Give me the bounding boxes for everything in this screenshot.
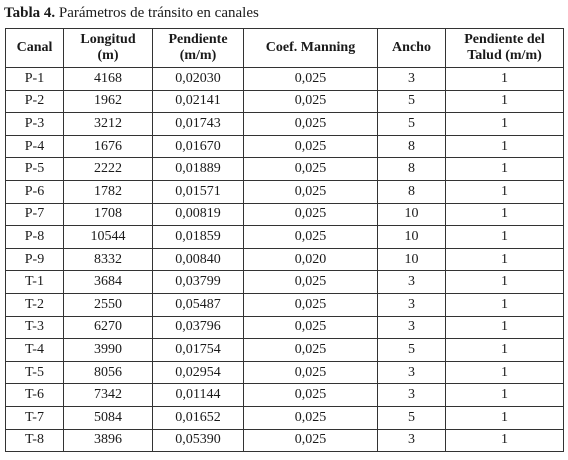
cell-longitud: 2222 — [64, 158, 153, 181]
cell-longitud: 8056 — [64, 361, 153, 384]
cell-canal: P-7 — [6, 203, 64, 226]
table-row — [6, 90, 564, 113]
cell-pendiente: 0,02954 — [153, 361, 244, 384]
cell-talud: 1 — [446, 180, 564, 203]
cell-talud: 1 — [446, 271, 564, 294]
cell-ancho: 3 — [378, 429, 446, 452]
cell-canal: T-5 — [6, 361, 64, 384]
header-manning-label: Coef. Manning — [265, 40, 356, 55]
cell-manning: 0,025 — [244, 293, 378, 316]
table-row — [6, 113, 564, 136]
cell-canal: T-4 — [6, 339, 64, 362]
cell-canal: T-6 — [6, 384, 64, 407]
cell-pendiente: 0,03796 — [153, 316, 244, 339]
cell-talud: 1 — [446, 113, 564, 136]
cell-pendiente: 0,01743 — [153, 113, 244, 136]
cell-pendiente: 0,01652 — [153, 406, 244, 429]
cell-manning: 0,025 — [244, 135, 378, 158]
cell-canal: P-5 — [6, 158, 64, 181]
table-row — [6, 226, 564, 249]
table-row — [6, 68, 564, 91]
table-row — [6, 248, 564, 271]
cell-ancho: 3 — [378, 384, 446, 407]
table-header — [6, 29, 564, 68]
cell-talud: 1 — [446, 90, 564, 113]
cell-talud: 1 — [446, 429, 564, 452]
cell-canal: P-6 — [6, 180, 64, 203]
cell-canal: T-3 — [6, 316, 64, 339]
cell-manning: 0,025 — [244, 158, 378, 181]
header-ancho — [378, 29, 446, 68]
cell-talud: 1 — [446, 316, 564, 339]
cell-longitud: 8332 — [64, 248, 153, 271]
table-row — [6, 361, 564, 384]
cell-longitud: 3684 — [64, 271, 153, 294]
cell-longitud: 10544 — [64, 226, 153, 249]
cell-ancho: 5 — [378, 339, 446, 362]
cell-manning: 0,025 — [244, 226, 378, 249]
cell-canal: P-9 — [6, 248, 64, 271]
cell-manning: 0,025 — [244, 361, 378, 384]
cell-manning: 0,025 — [244, 90, 378, 113]
channel-parameters-table — [5, 28, 564, 452]
cell-talud: 1 — [446, 68, 564, 91]
header-longitud — [64, 29, 153, 68]
cell-longitud: 1962 — [64, 90, 153, 113]
cell-pendiente: 0,00819 — [153, 203, 244, 226]
cell-pendiente: 0,01571 — [153, 180, 244, 203]
header-row — [6, 29, 564, 68]
cell-canal: P-8 — [6, 226, 64, 249]
cell-manning: 0,025 — [244, 271, 378, 294]
cell-ancho: 10 — [378, 226, 446, 249]
cell-talud: 1 — [446, 158, 564, 181]
cell-longitud: 1676 — [64, 135, 153, 158]
cell-talud: 1 — [446, 203, 564, 226]
table-row — [6, 429, 564, 452]
cell-manning: 0,025 — [244, 113, 378, 136]
cell-ancho: 3 — [378, 316, 446, 339]
header-talud-unit: Talud (m/m) — [467, 48, 542, 63]
cell-ancho: 3 — [378, 271, 446, 294]
cell-talud: 1 — [446, 135, 564, 158]
cell-ancho: 8 — [378, 135, 446, 158]
header-canal-label: Canal — [16, 40, 53, 55]
header-pendiente-label: Pendiente — [168, 32, 228, 47]
cell-pendiente: 0,01754 — [153, 339, 244, 362]
table-row — [6, 339, 564, 362]
cell-talud: 1 — [446, 361, 564, 384]
cell-pendiente: 0,05390 — [153, 429, 244, 452]
cell-canal: T-7 — [6, 406, 64, 429]
caption-text: Parámetros de tránsito en canales — [55, 5, 259, 21]
header-talud — [446, 29, 564, 68]
table-row — [6, 135, 564, 158]
cell-ancho: 3 — [378, 361, 446, 384]
cell-manning: 0,025 — [244, 406, 378, 429]
cell-pendiente: 0,05487 — [153, 293, 244, 316]
table-row — [6, 293, 564, 316]
cell-manning: 0,025 — [244, 180, 378, 203]
header-longitud-label: Longitud — [80, 32, 136, 47]
cell-manning: 0,025 — [244, 68, 378, 91]
cell-ancho: 10 — [378, 203, 446, 226]
cell-longitud: 1782 — [64, 180, 153, 203]
cell-manning: 0,025 — [244, 339, 378, 362]
caption-label: Tabla 4. — [4, 5, 56, 21]
cell-talud: 1 — [446, 384, 564, 407]
header-pendiente — [153, 29, 244, 68]
cell-longitud: 5084 — [64, 406, 153, 429]
table-body — [6, 68, 564, 452]
table-row — [6, 384, 564, 407]
cell-longitud: 3990 — [64, 339, 153, 362]
cell-longitud: 3896 — [64, 429, 153, 452]
cell-canal: T-2 — [6, 293, 64, 316]
cell-manning: 0,025 — [244, 384, 378, 407]
cell-ancho: 8 — [378, 158, 446, 181]
cell-canal: P-4 — [6, 135, 64, 158]
cell-longitud: 3212 — [64, 113, 153, 136]
cell-talud: 1 — [446, 339, 564, 362]
cell-talud: 1 — [446, 406, 564, 429]
cell-ancho: 3 — [378, 68, 446, 91]
cell-pendiente: 0,01670 — [153, 135, 244, 158]
cell-manning: 0,025 — [244, 429, 378, 452]
table-row — [6, 271, 564, 294]
cell-canal: T-1 — [6, 271, 64, 294]
header-talud-label: Pendiente del — [464, 32, 545, 47]
cell-ancho: 5 — [378, 113, 446, 136]
table-row — [6, 316, 564, 339]
cell-canal: T-8 — [6, 429, 64, 452]
cell-canal: P-1 — [6, 68, 64, 91]
cell-longitud: 4168 — [64, 68, 153, 91]
header-manning — [244, 29, 378, 68]
cell-ancho: 5 — [378, 406, 446, 429]
table-caption — [4, 4, 259, 22]
cell-canal: P-3 — [6, 113, 64, 136]
cell-canal: P-2 — [6, 90, 64, 113]
cell-pendiente: 0,00840 — [153, 248, 244, 271]
cell-manning: 0,025 — [244, 203, 378, 226]
cell-talud: 1 — [446, 226, 564, 249]
header-ancho-label: Ancho — [392, 40, 431, 55]
cell-talud: 1 — [446, 248, 564, 271]
cell-pendiente: 0,01144 — [153, 384, 244, 407]
cell-longitud: 7342 — [64, 384, 153, 407]
cell-pendiente: 0,02030 — [153, 68, 244, 91]
cell-longitud: 1708 — [64, 203, 153, 226]
table-row — [6, 180, 564, 203]
cell-pendiente: 0,01859 — [153, 226, 244, 249]
cell-talud: 1 — [446, 293, 564, 316]
cell-pendiente: 0,03799 — [153, 271, 244, 294]
cell-pendiente: 0,01889 — [153, 158, 244, 181]
table-row — [6, 406, 564, 429]
cell-ancho: 8 — [378, 180, 446, 203]
cell-longitud: 2550 — [64, 293, 153, 316]
table-row — [6, 203, 564, 226]
cell-ancho: 10 — [378, 248, 446, 271]
cell-ancho: 5 — [378, 90, 446, 113]
header-longitud-unit: (m) — [97, 48, 119, 63]
cell-manning: 0,020 — [244, 248, 378, 271]
header-pendiente-unit: (m/m) — [179, 48, 217, 63]
cell-manning: 0,025 — [244, 316, 378, 339]
table-row — [6, 158, 564, 181]
cell-ancho: 3 — [378, 293, 446, 316]
cell-pendiente: 0,02141 — [153, 90, 244, 113]
header-canal — [6, 29, 64, 68]
cell-longitud: 6270 — [64, 316, 153, 339]
